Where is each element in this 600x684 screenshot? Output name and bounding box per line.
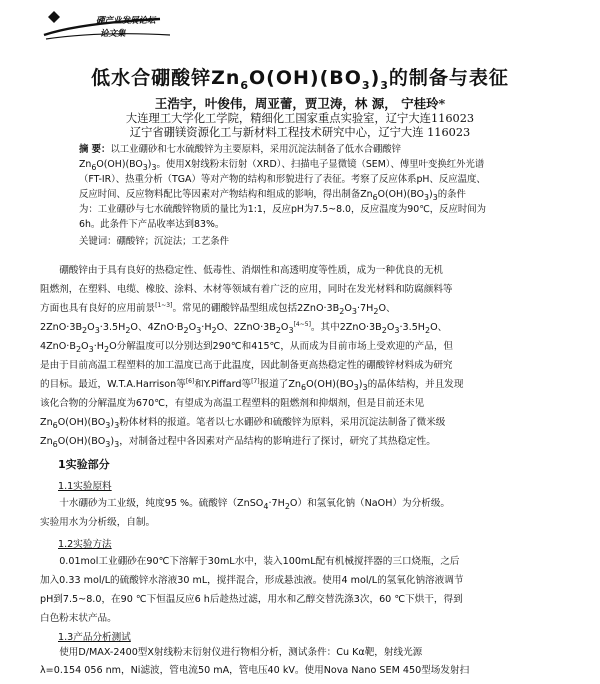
analysis-line-2: λ=0.154 056 nm，Ni滤波，管电流50 mA，管电压40 kV。使用Nova Nano SEM 450型场发射扫 <box>40 665 470 676</box>
author-list: 王浩宇，叶俊伟，周亚蕾，贾卫涛，林 源， 宁桂玲* <box>154 96 446 111</box>
intro-line-7: 的目标。最近，W.T.A.Harrison等[6]和Y.Piffard等[7]报道了$Zn_6O(OH)(BO_3)_3$的晶体结构，并且发现 <box>40 377 464 392</box>
abstract-line-2: $Zn_6O(OH)(BO_3)_3$。使用X射线粉末衍射（XRD）、扫描电子显微镜（SEM）、傅里叶变换红外光谱 <box>79 159 485 172</box>
analysis-line-1: 使用D/MAX-2400型X射线粉末衍射仪进行物相分析，测试条件：Cu Kα靶，射线光源 <box>59 647 423 658</box>
method-line-1: 0.01mol工业硼砂在90℃下溶解于30mL水中，装入100mL配有机械搅拌器的三口烧瓶，之后 <box>59 556 460 567</box>
affiliation-1: 大连理工大学化工学院，精细化工国家重点实验室，辽宁大连116023 <box>125 112 475 125</box>
journal-header <box>40 5 240 43</box>
subsection-heading-1-2: 1.2实验方法 <box>58 539 112 550</box>
intro-line-10: $Zn_6O(OH)(BO_3)_3$，对制备过程中各因素对产品结构的影响进行了探讨，研究了其热稳定性。 <box>40 436 436 449</box>
intro-line-2: 阻燃剂，在塑料、电缆、橡胶、涂料、木材等领域有着广泛的应用，同时在发光材料和防腐颜料等 <box>40 284 453 295</box>
abstract-line-1: 摘 要：以工业硼砂和七水硫酸锌为主要原料，采用沉淀法制备了低水合硼酸锌 <box>79 144 402 155</box>
materials-line-2: 实验用水为分析级，自制。 <box>40 517 156 528</box>
intro-line-9: $Zn_6O(OH)(BO_3)_3$粉体材料的报道。笔者以七水硼砂和硫酸锌为原料，采用沉淀法制备了微米级 <box>40 417 446 430</box>
journal-section: 论文集 <box>100 29 126 39</box>
subsection-heading-1-1: 1.1实验原料 <box>58 481 112 492</box>
affiliation-2: 辽宁省硼镁资源化工与新材料工程技术研究中心，辽宁大连 116023 <box>129 126 471 139</box>
method-line-4: 白色粉末状产品。 <box>40 613 117 624</box>
method-line-2: 加入0.33 mol/L的硫酸锌水溶液30 mL，搅拌混合，形成悬浊液。使用4 mol/L的氢氧化钠溶液调节 <box>40 575 464 586</box>
subsection-heading-1-3: 1.3产品分析测试 <box>58 632 131 643</box>
intro-line-5: $4ZnO\cdot B_2O_3\cdot H_2O$分解温度可以分别达到290℃和415℃，从而成为目前市场上受欢迎的产品，但 <box>40 341 454 354</box>
method-line-3: pH到7.5~8.0，在90 ℃下恒温反应6 h后趁热过滤，用水和乙醇交替洗涤3次，60 ℃下烘干，得到 <box>40 594 463 605</box>
intro-line-6: 是由于目前高温工程塑料的加工温度已高于此温度，因此制备更高热稳定性的硼酸锌材料成为研究 <box>40 360 453 371</box>
abstract-line-6: 6h。此条件下产品收率达到83%。 <box>79 219 225 230</box>
intro-line-1: 硼酸锌由于具有良好的热稳定性、低毒性、消烟性和高透明度等性质，成为一种优良的无机 <box>59 265 443 276</box>
page-title: 低水合硼酸锌$Zn_6O(OH)(BO_3)_3$的制备与表征 <box>91 67 509 92</box>
journal-name: 硼产业发展论坛 <box>96 16 156 26</box>
intro-line-3: 方面也具有良好的应用前景[1~3]。常见的硼酸锌晶型组成包括$2ZnO\cdot 3B_2O_3\cdot 7H_2O$、 <box>40 301 396 316</box>
abstract-line-3: （FT-IR）、热重分析（TGA）等对产物的结构和形貌进行了表征。考察了反应体系pH、反应温度、 <box>79 174 486 185</box>
materials-line-1: 十水硼砂为工业级，纯度95 %。硫酸锌$(ZnSO_4\cdot 7H_2O)$和氢氧化钠（NaOH）为分析级。 <box>59 498 451 511</box>
abstract-line-5: 为：工业硼砂与七水硫酸锌物质的量比为1:1，反应pH为7.5~8.0，反应温度为90℃，反应时间为 <box>79 204 486 215</box>
section-heading-1: 1实验部分 <box>58 458 110 471</box>
intro-line-4: $2ZnO\cdot 3B_2O_3\cdot 3.5H_2O$、$4ZnO\cdot B_2O_3\cdot H_2O$、$2ZnO\cdot 3B_2O_3[4\sim 5]$。其中$2ZnO\cdot 3B_2O_3\cdot 3.5H_2O$、 <box>40 320 448 335</box>
intro-line-8: 该化合物的分解温度为670℃，有望成为高温工程塑料的阻燃剂和抑烟剂，但是目前还未见 <box>40 398 425 409</box>
keywords: 关键词：硼酸锌；沉淀法；工艺条件 <box>79 236 230 247</box>
abstract-line-4: 反应时间、反应物料配比等因素对产物结构和组成的影响，得出制备$Zn_6O(OH)(BO_3)_3$的条件 <box>79 189 466 202</box>
